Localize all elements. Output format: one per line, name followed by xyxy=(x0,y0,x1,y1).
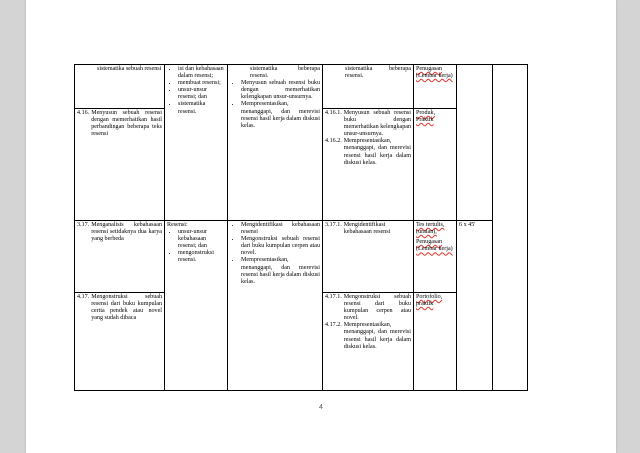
kegiatan-text: sistematika beberapa resensi. xyxy=(250,66,320,80)
kd-cell xyxy=(75,221,165,293)
penilaian-text: Tes tertulis, (uraian), xyxy=(416,222,445,236)
materi-title: Resensi: xyxy=(167,222,188,228)
indikator-text: Mengidentifikasi kebahasaan resensi xyxy=(343,222,391,236)
penilaian-text: Penugasan (Lembar kerja) xyxy=(416,239,453,253)
sumber-cell xyxy=(493,65,528,391)
list-item: • membuat resensi; xyxy=(178,80,225,87)
indikator-text: Menyusun sebuah resensi buku dengan memerhatikan kelengkapan unsur-unsurnya. xyxy=(343,110,411,138)
document-page xyxy=(26,0,616,453)
kd-number: 3.17. xyxy=(77,222,90,228)
penilaian-cell xyxy=(414,109,457,221)
kd-cell xyxy=(75,293,165,391)
indikator-number: 4.16.2. xyxy=(325,138,342,145)
materi-cell xyxy=(165,65,228,221)
indikator-text: Mempresentasikan, menanggapi, dan merevisi resensi hasil kerja dalam diskusi kelas. xyxy=(343,322,411,350)
indikator-cell xyxy=(323,221,414,293)
list-item: • Mempresentasikan, menanggapi, dan merevisi resensi hasil kerja dalam diskusi kelas. xyxy=(241,257,320,285)
indikator-text: Mempresentasikan, menanggapi, dan merevisi resensi hasil kerja dalam diskusi kelas. xyxy=(343,138,411,166)
syllabus-table xyxy=(74,64,528,391)
kegiatan-cell xyxy=(228,221,323,391)
kegiatan-list xyxy=(230,80,320,130)
penilaian-text: Portofolio, praktik xyxy=(416,294,443,308)
indikator-number: 3.17.1. xyxy=(325,222,342,228)
list-item: • Mengidentifikasi kebahasaan resensi xyxy=(241,222,320,236)
kd-cell xyxy=(75,65,165,109)
table-row xyxy=(75,65,528,109)
waktu-cell xyxy=(457,65,493,221)
indikator-cell xyxy=(323,109,414,221)
penilaian-cell xyxy=(414,221,457,293)
kd-text: sistematika sebuah resensi xyxy=(97,66,162,72)
list-item: • isi dan kebahasaan dalam resensi; xyxy=(178,66,225,80)
table-row xyxy=(75,221,528,293)
list-item: • Menyusun sebuah resensi buku dengan memerhatikan kelengkapan unsur-unsurnya. xyxy=(241,80,320,101)
list-item: • unsur-unsur resensi; dan xyxy=(178,87,225,101)
waktu-cell xyxy=(457,221,493,391)
indikator-text: sistematika beberapa resensi. xyxy=(345,66,411,80)
list-item: • sistematika resensi. xyxy=(178,101,225,115)
kd-text: Mengonstruksi sebuah resensi dari buku kumpulan cerita pendek atau novel yang sudah dibaca xyxy=(91,294,162,322)
list-item: • Mempresentasikan, menanggapi, dan merevisi resensi hasil kerja dalam diskusi kelas. xyxy=(241,101,320,129)
list-item: • Mengonstruksi sebuah resensi dari buku kumpulan cerpen atau novel. xyxy=(241,236,320,257)
materi-list xyxy=(167,229,225,264)
list-item: • unsur-unsur kebahasaan resensi; dan xyxy=(178,229,225,250)
kd-text: Menganalisis kebahasaan resensi setidaknya dua karya yang berbeda xyxy=(91,222,162,243)
waktu-text: 6 x 45' xyxy=(459,222,476,228)
indikator-number: 4.17.1. xyxy=(325,294,342,300)
indikator-number: 4.17.2. xyxy=(325,322,342,329)
kd-number: 4.17. xyxy=(77,294,90,300)
kd-number: 4.16. xyxy=(77,110,90,116)
kd-text: Menyusun sebuah resensi dengan memerhatikan hasil perbandingan beberapa teks resensi xyxy=(91,110,162,138)
penilaian-text: Produk, Praktik xyxy=(416,110,436,124)
materi-cell xyxy=(165,221,228,391)
kegiatan-cell xyxy=(228,65,323,221)
list-item: • mengonstruksi resensi. xyxy=(178,250,225,264)
kegiatan-list xyxy=(230,222,320,286)
page-number: 4 xyxy=(319,404,323,411)
indikator-cell xyxy=(323,65,414,109)
indikator-number: 4.16.1. xyxy=(325,110,342,116)
penilaian-cell xyxy=(414,65,457,109)
penilaian-text: Penugasan (Lembar kerja) xyxy=(416,66,453,80)
kd-cell xyxy=(75,109,165,221)
indikator-cell xyxy=(323,293,414,391)
indikator-text: Mengonstruksi sebuah resensi dari buku kumpulan cerpen atau novel. xyxy=(343,294,411,322)
penilaian-cell xyxy=(414,293,457,391)
materi-list xyxy=(167,66,225,116)
